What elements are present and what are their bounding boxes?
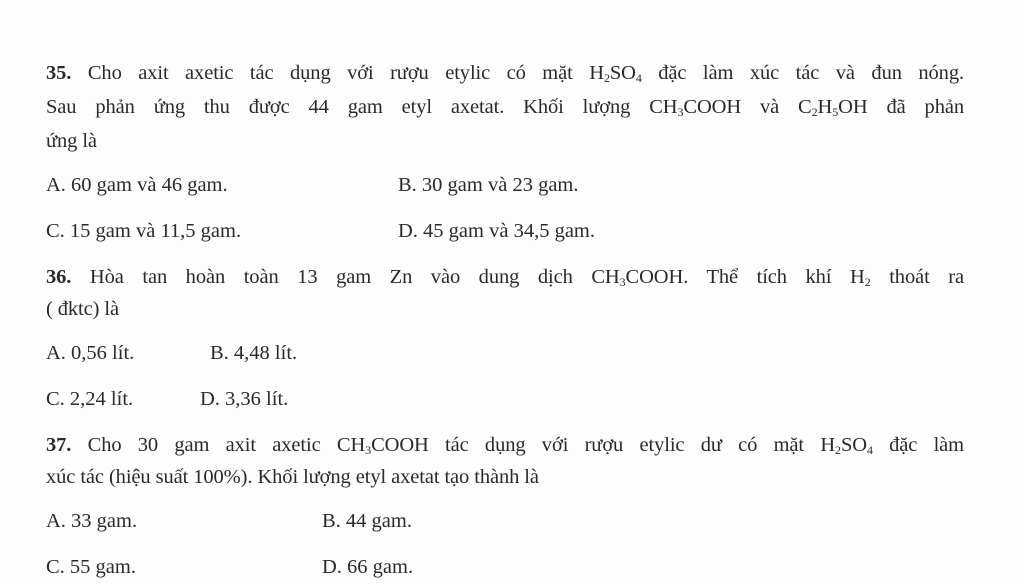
question-35-option-c: C. 15 gam và 11,5 gam. bbox=[46, 220, 242, 242]
question-35-option-d: D. 45 gam và 34,5 gam. bbox=[398, 220, 595, 242]
question-36-number: 36. bbox=[46, 266, 72, 288]
question-36-option-b: B. 4,48 lít. bbox=[210, 342, 298, 364]
question-35-line-3: ứng là bbox=[46, 130, 97, 152]
question-37-option-b: B. 44 gam. bbox=[322, 510, 412, 532]
question-37-option-d: D. 66 gam. bbox=[322, 556, 414, 578]
question-36-option-c: C. 2,24 lít. bbox=[46, 388, 134, 410]
question-36-option-d: D. 3,36 lít. bbox=[200, 388, 289, 410]
question-35-line-1: 35. Cho axit axetic tác dụng với rượu etylic có mặt $H_2SO_4$ đặc làm xúc tác và đun nóng. bbox=[46, 62, 964, 85]
question-37-option-a: A. 33 gam. bbox=[46, 510, 138, 532]
question-35-option-a: A. 60 gam và 46 gam. bbox=[46, 174, 228, 196]
question-35-number: 35. bbox=[46, 62, 72, 84]
question-35-option-b: B. 30 gam và 23 gam. bbox=[398, 174, 579, 196]
question-36-option-a: A. 0,56 lít. bbox=[46, 342, 135, 364]
question-37-line-1: 37. Cho 30 gam axit axetic $CH_3COOH$ tác dụng với rượu etylic dư có mặt $H_2SO_4$ đặc làm bbox=[46, 434, 965, 457]
question-35-line-2: Sau phản ứng thu được 44 gam etyl axetat. Khối lượng $CH_3COOH$ và $C_2H_5OH$ đã phản bbox=[46, 96, 964, 119]
question-37-option-c: C. 55 gam. bbox=[46, 556, 136, 578]
question-37-number: 37. bbox=[46, 434, 72, 456]
question-37-line-2: xúc tác (hiệu suất 100%). Khối lượng etyl axetat tạo thành là bbox=[46, 466, 539, 488]
question-36-line-2: ( đktc) là bbox=[46, 298, 119, 320]
question-36-line-1: 36. Hòa tan hoàn toàn 13 gam Zn vào dung dịch $CH_3COOH$. Thể tích khí $H_2$ thoát ra bbox=[46, 266, 965, 289]
